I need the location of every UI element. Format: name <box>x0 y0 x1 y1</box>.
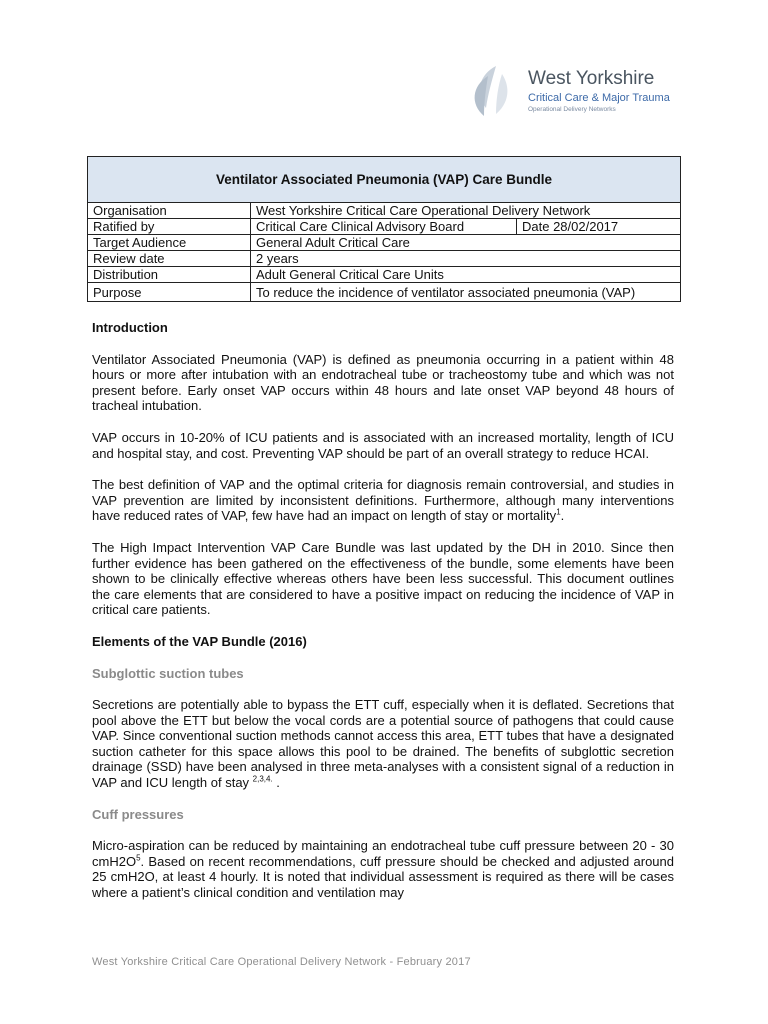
row-label: Ratified by <box>88 219 251 235</box>
cuff-pressures-paragraph: Micro-aspiration can be reduced by maintaining an endotracheal tube cuff pressure between 20 - 30 $cmH2O^5$. Based on recent recommendations, cuff pressure should be checked and adjusted around 25 cmH2O, at least 4 hourly. It is noted that individual assessment is required as there will be cases where a patient’s clinical condition and ventilation may <box>92 838 674 901</box>
cuff-pressures-heading: Cuff pressures <box>92 806 184 822</box>
subglottic-heading: Subglottic suction tubes <box>92 665 244 681</box>
table-row <box>88 203 681 219</box>
table-row <box>88 219 681 235</box>
citation-superscript: 2,3,4. <box>252 774 273 784</box>
table-row <box>88 267 681 283</box>
row-label: Organisation <box>88 203 251 219</box>
subglottic-paragraph: Secretions are potentially able to bypass the ETT cuff, especially when it is deflated. Secretions that pool above the ETT but below the vocal cords are a potential source of pathogens that could cause VAP. Since conventional suction methods cannot access this area, ETT tubes that have a designated suction catheter for this space allows this pool to be drained. The benefits of subglottic secretion drainage (SSD) have been analysed in three meta-analyses with a consistent signal of a reduction in VAP and ICU length of stay $^{2,3,4.}$ . <box>92 697 674 791</box>
leaf-logo-icon <box>466 64 524 120</box>
logo-tagline: Operational Delivery Networks <box>528 106 616 113</box>
row-value: West Yorkshire Critical Care Operational Delivery Network <box>251 203 681 219</box>
page-footer: West Yorkshire Critical Care Operational Delivery Network - February 2017 <box>92 956 471 968</box>
table-row <box>88 283 681 302</box>
row-value: To reduce the incidence of ventilator associated pneumonia (VAP) <box>251 283 681 302</box>
citation-superscript: 5 <box>136 853 141 863</box>
table-row <box>88 235 681 251</box>
logo-subtitle: Critical Care & Major Trauma <box>528 92 670 104</box>
row-value: Adult General Critical Care Units <box>251 267 681 283</box>
row-value: General Adult Critical Care <box>251 235 681 251</box>
row-value: 2 years <box>251 251 681 267</box>
introduction-heading: Introduction <box>92 320 168 335</box>
ratified-date: Date 28/02/2017 <box>517 219 681 235</box>
row-label: Target Audience <box>88 235 251 251</box>
intro-paragraph-4: The High Impact Intervention VAP Care Bundle was last updated by the DH in 2010. Since then further evidence has been gathered on the effectiveness of the bundle, some elements have been shown to be clinically effective whereas others have been less successful. This document outlines the care elements that are considered to have a positive impact on reducing the incidence of VAP in critical care patients. <box>92 539 674 618</box>
document-title: Ventilator Associated Pneumonia (VAP) Care Bundle <box>88 157 681 203</box>
network-logo <box>466 64 696 120</box>
intro-paragraph-2: VAP occurs in 10-20% of ICU patients and is associated with an increased mortality, length of ICU and hospital stay, and cost. Preventing VAP should be part of an overall strategy to reduce HCAI. <box>92 429 674 461</box>
intro-paragraph-3: The best definition of VAP and the optimal criteria for diagnosis remain controversial, and studies in VAP prevention are limited by inconsistent definitions. Furthermore, although many interventions have reduced rates of VAP, few have had an impact on length of stay or mortality$^1$. <box>92 477 674 524</box>
citation-superscript: 1 <box>556 508 561 518</box>
document-info-table <box>87 156 681 302</box>
intro-paragraph-1: Ventilator Associated Pneumonia (VAP) is defined as pneumonia occurring in a patient within 48 hours or more after intubation with an endotracheal tube or tracheostomy tube and which was not present before. Early onset VAP occurs within 48 hours and late onset VAP beyond 48 hours of tracheal intubation. <box>92 351 674 414</box>
row-value: Critical Care Clinical Advisory Board <box>251 219 517 235</box>
elements-heading: Elements of the VAP Bundle (2016) <box>92 633 307 649</box>
document-body <box>92 320 674 917</box>
row-label: Purpose <box>88 283 251 302</box>
table-row <box>88 251 681 267</box>
row-label: Review date <box>88 251 251 267</box>
logo-title: West Yorkshire <box>528 68 655 89</box>
row-label: Distribution <box>88 267 251 283</box>
